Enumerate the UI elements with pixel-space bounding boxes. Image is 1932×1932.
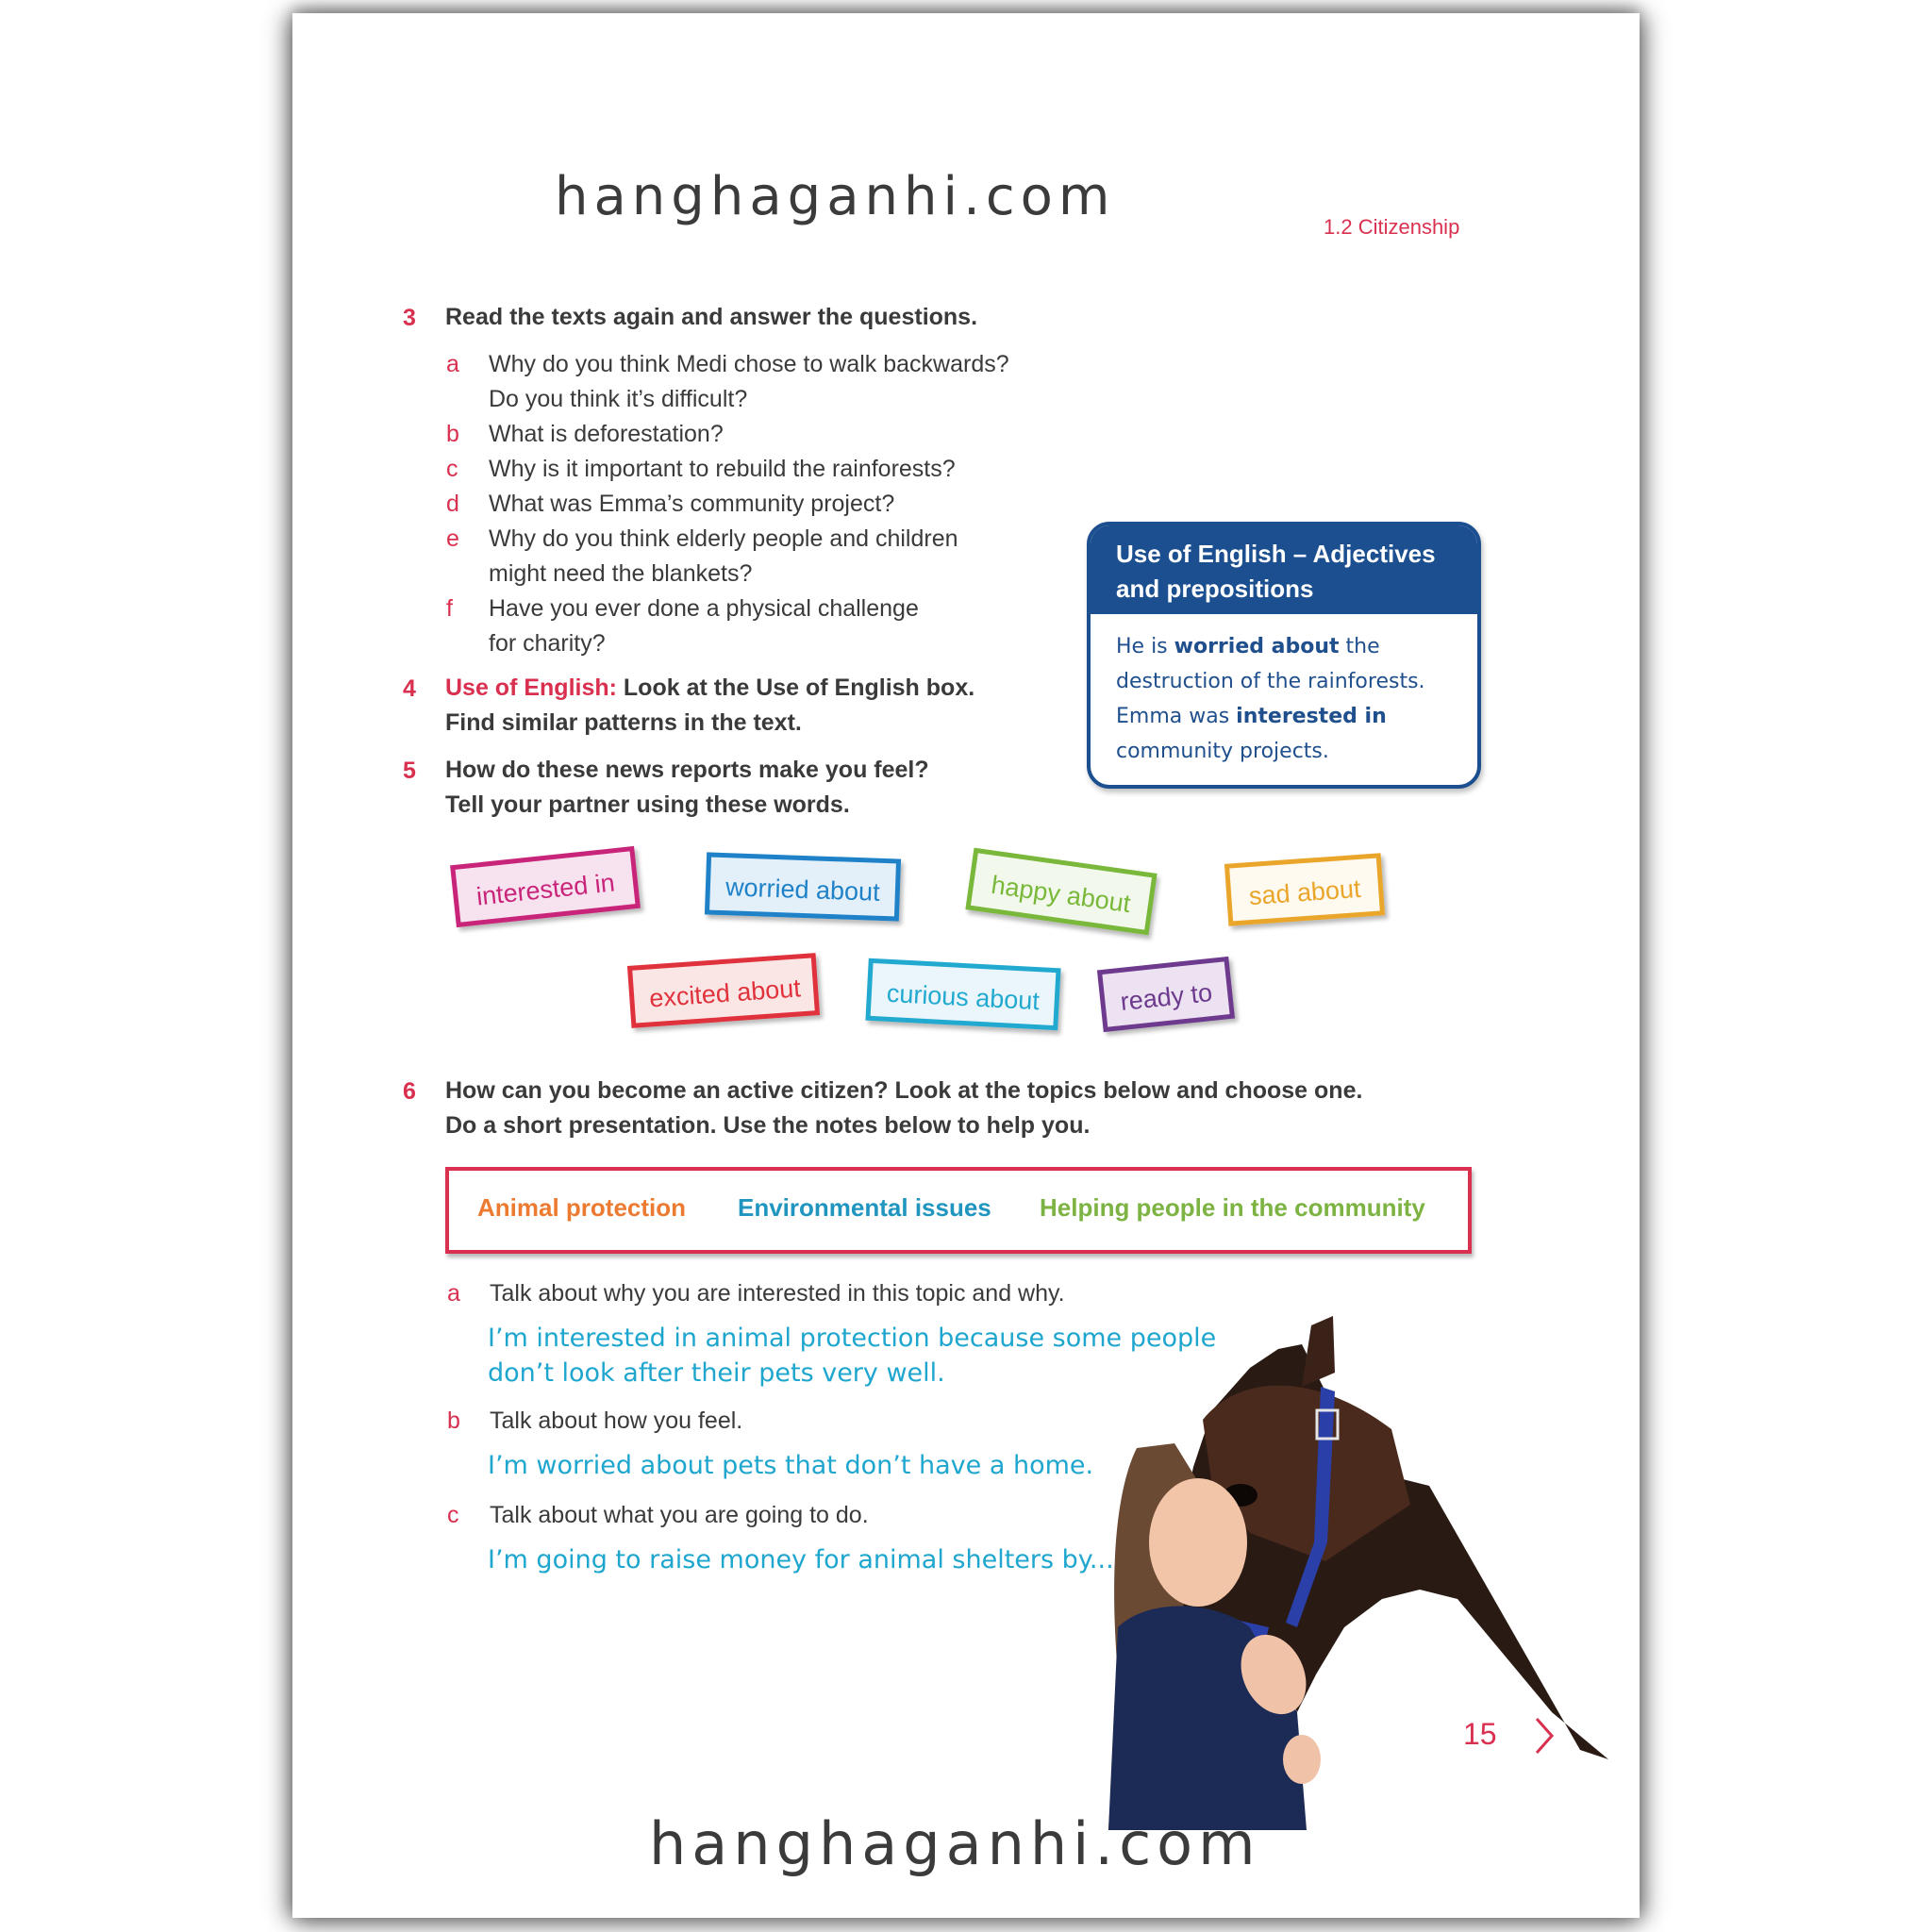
item-letter: a [446,351,459,377]
question-3e-line1: Why do you think elderly people and children [489,525,958,552]
example-1-line2: destruction of the rainforests. [1116,670,1425,693]
question-3f-line2: for charity? [489,630,606,657]
note-letter: c [447,1502,459,1528]
section-header: 1.2 Citizenship [1324,215,1460,239]
example-text: He is [1116,635,1174,658]
question-3d-line1: What was Emma’s community project? [489,491,895,517]
word-card-interested-in: interested in [450,846,641,927]
topic-animal-protection: Animal protection [477,1193,687,1222]
question-3c-line1: Why is it important to rebuild the rainforests? [489,456,956,482]
topics-box [445,1167,1472,1254]
topic-environmental-issues: Environmental issues [738,1193,991,1222]
use-of-english-label: Use of English: [445,675,617,701]
topic-helping-people: Helping people in the community [1040,1193,1425,1222]
question-5-line2: Tell your partner using these words. [445,791,850,818]
example-highlight: worried about [1174,635,1340,658]
watermark-top: hanghaganhi.com [555,166,1116,227]
chevron-right-icon[interactable] [1533,1717,1556,1755]
example-text: the [1339,635,1380,658]
question-number-3: 3 [403,305,416,331]
question-3a-line2: Do you think it’s difficult? [489,386,748,412]
note-a-prompt: Talk about why you are interested in this topic and why. [490,1280,1065,1307]
note-c-answer: I’m going to raise money for animal shelters by... [488,1545,1114,1574]
note-b-answer: I’m worried about pets that don’t have a home. [488,1451,1094,1480]
word-card-worried-about: worried about [705,852,901,921]
note-c-prompt: Talk about what you are going to do. [490,1502,869,1528]
question-3b-line1: What is deforestation? [489,421,724,447]
question-3f-line1: Have you ever done a physical challenge [489,595,919,622]
question-number-4: 4 [403,675,416,702]
question-5-line1: How do these news reports make you feel? [445,757,929,783]
watermark-bottom: hanghaganhi.com [649,1809,1261,1878]
use-of-english-box-header [1091,525,1477,614]
use-of-english-box-body [1091,614,1477,769]
question-3e-line2: might need the blankets? [489,560,753,587]
question-4-line2: Find similar patterns in the text. [445,709,802,736]
question-number-5: 5 [403,758,416,784]
box-title-line1: Use of English – Adjectives [1116,540,1436,568]
word-card-sad-about: sad about [1224,853,1385,925]
note-letter: a [447,1280,460,1307]
page-number: 15 [1463,1717,1497,1751]
note-b-prompt: Talk about how you feel. [490,1407,743,1434]
use-of-english-box [1087,522,1481,789]
word-card-ready-to: ready to [1097,957,1235,1032]
question-4-text: Look at the Use of English box. [616,675,975,701]
example-1-line1 [1116,629,1477,664]
word-card-happy-about: happy about [965,848,1157,936]
box-title-line2: and prepositions [1116,575,1314,603]
item-letter: c [446,456,458,482]
note-a-answer-line2: don’t look after their pets very well. [488,1358,945,1388]
example-text: Emma was [1116,705,1237,728]
example-2-line2: community projects. [1116,740,1329,763]
note-a-answer-line1: I’m interested in animal protection because some people [488,1324,1217,1353]
question-3-text: Read the texts again and answer the questions. [445,304,978,330]
question-3a-line1: Why do you think Medi chose to walk backwards? [489,351,1009,377]
example-highlight: interested in [1236,705,1387,728]
question-6-line1: How can you become an active citizen? Look at the topics below and choose one. [445,1077,1363,1104]
item-letter: f [446,595,453,622]
example-2-line1 [1116,699,1477,734]
question-6-line2: Do a short presentation. Use the notes below to help you. [445,1112,1091,1139]
word-card-curious-about: curious about [865,958,1060,1031]
item-letter: b [446,421,459,447]
note-letter: b [447,1407,460,1434]
question-number-6: 6 [403,1078,416,1105]
word-card-excited-about: excited about [627,953,820,1028]
item-letter: d [446,491,459,517]
question-4-line1 [445,671,974,706]
item-letter: e [446,525,459,552]
